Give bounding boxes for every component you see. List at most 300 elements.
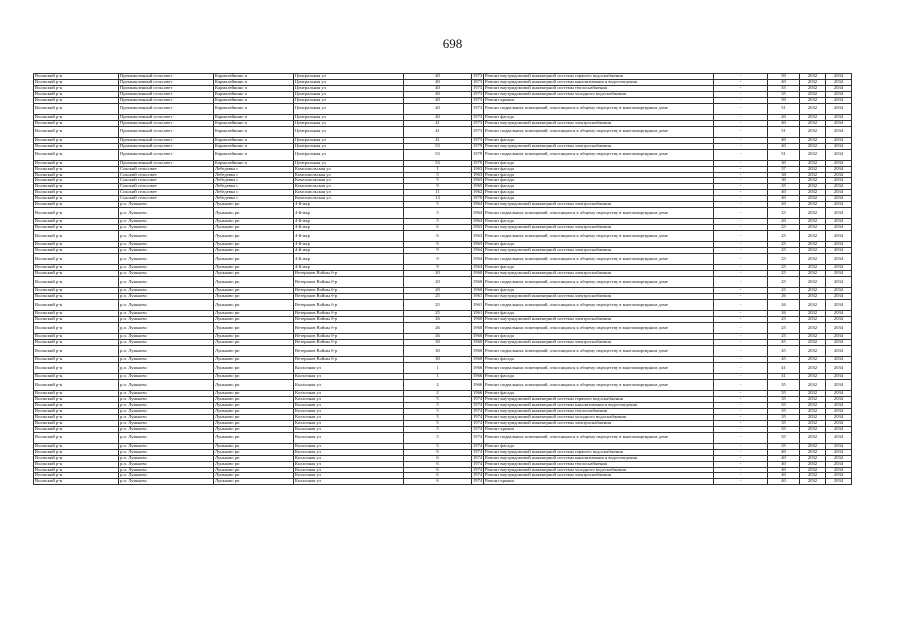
- cell-locality: Кармалейкино п: [214, 149, 294, 160]
- cell-dash: -: [714, 97, 768, 103]
- cell-street: Центральная ул: [294, 160, 404, 166]
- cell-settlement: р.п. Луньково: [119, 455, 214, 461]
- cell-area: 40: [768, 473, 800, 479]
- cell-house: 25: [404, 294, 472, 300]
- cell-house: 41: [404, 120, 472, 126]
- cell-work: Ремонт фасада: [484, 334, 714, 340]
- cell-area: 35: [768, 91, 800, 97]
- cell-year-from: 2032: [800, 225, 826, 231]
- cell-settlement: Промышленный сельсовет: [119, 126, 214, 137]
- cell-area: 41: [768, 363, 800, 374]
- cell-year-from: 2032: [800, 79, 826, 85]
- cell-year-to: 2034: [826, 97, 852, 103]
- cell-area: 35: [768, 420, 800, 426]
- cell-area: 35: [768, 426, 800, 432]
- cell-district: Волжский р-н: [34, 126, 119, 137]
- cell-area: 40: [768, 455, 800, 461]
- table-row: [34, 149, 852, 160]
- cell-house: 5: [404, 443, 472, 449]
- cell-dash: -: [714, 103, 768, 114]
- cell-dash: -: [714, 172, 768, 178]
- cell-area: 41: [768, 374, 800, 380]
- table-row: [34, 103, 852, 114]
- cell-district: Волжский р-н: [34, 288, 119, 294]
- cell-street: Колхозная ул: [294, 461, 404, 467]
- cell-settlement: р.п. Луньково: [119, 461, 214, 467]
- cell-year: 1963: [473, 224, 483, 230]
- cell-year-from: 2032: [800, 196, 826, 202]
- cell-house: 13: [404, 196, 472, 202]
- cell-district: Волжский р-н: [34, 403, 119, 409]
- cell-year-from: 2032: [800, 242, 826, 248]
- cell-work: Ремонт фасада: [484, 374, 714, 380]
- cell-house: 5: [404, 420, 472, 426]
- cell-dash: -: [714, 114, 768, 120]
- cell-district: Волжский р-н: [34, 414, 119, 420]
- cell-house: 40: [404, 97, 472, 103]
- cell-house: 3: [404, 172, 472, 178]
- cell-house: 40: [404, 74, 472, 80]
- cell-street: Центральная ул: [294, 137, 404, 143]
- cell-locality: Луньково рп: [214, 473, 294, 479]
- cell-dash: -: [714, 74, 768, 80]
- cell-work: Ремонт подвальных помещений, относящихся к общему имуществу в многоквартирном доме: [484, 380, 714, 391]
- cell-district: Волжский р-н: [34, 317, 119, 323]
- cell-area: 51: [768, 149, 800, 160]
- cell-house: 5: [404, 178, 472, 184]
- cell-locality: Луньково рп: [214, 449, 294, 455]
- cell-year-from: 2032: [800, 85, 826, 91]
- cell-street: Центральная ул: [294, 120, 404, 126]
- cell-locality: Кармалейкино п: [214, 137, 294, 143]
- cell-area: 35: [768, 432, 800, 443]
- cell-year-from: 2032: [800, 479, 826, 485]
- cell-year: 1964: [473, 218, 483, 224]
- cell-street: Ветеранов Войны б-р: [294, 317, 404, 323]
- cell-year-from: 2032: [800, 288, 826, 294]
- cell-locality: Луньково рп: [214, 225, 294, 231]
- cell-year: 1966: [472, 363, 484, 374]
- cell-house: 6: [404, 455, 472, 461]
- cell-year: 1960: [472, 345, 484, 356]
- cell-settlement: р.п. Луньково: [119, 248, 214, 254]
- cell-district: Волжский р-н: [34, 172, 119, 178]
- cell-district: Волжский р-н: [34, 322, 119, 333]
- cell-locality: Кармалейкино п: [214, 126, 294, 137]
- cell-work: Ремонт подвальных помещений, относящихся к общему имуществу в многоквартирном доме: [484, 126, 714, 137]
- cell-settlement: р.п. Луньково: [119, 449, 214, 455]
- cell-year: 1963: [473, 177, 483, 183]
- cell-work: Ремонт фасада: [484, 190, 714, 196]
- cell-locality: Луньково рп: [214, 202, 294, 208]
- cell-dash: -: [714, 160, 768, 166]
- cell-district: Волжский р-н: [34, 334, 119, 340]
- cell-settlement: р.п. Луньково: [119, 374, 214, 380]
- cell-settlement: р.п. Луньково: [119, 403, 214, 409]
- cell-year: 1961: [472, 299, 484, 310]
- cell-year-from: 2032: [800, 97, 826, 103]
- cell-year-from: 2032: [800, 426, 826, 432]
- cell-dash: -: [714, 85, 768, 91]
- cell-street: 4-й мкр: [294, 202, 404, 208]
- cell-work: Ремонт внутридомовой инженерной системы канализования и водоотведения: [484, 403, 714, 409]
- cell-locality: Кармалейкино п: [214, 85, 294, 91]
- cell-year: 1966: [473, 373, 483, 379]
- cell-settlement: р.п. Луньково: [119, 357, 214, 363]
- cell-settlement: Промышленный сельсовет: [119, 91, 214, 97]
- cell-year-to: 2034: [826, 202, 852, 208]
- cell-year-from: 2032: [800, 363, 826, 374]
- cell-locality: Луньково рп: [214, 380, 294, 391]
- cell-year: 1964: [472, 207, 484, 218]
- cell-district: Волжский р-н: [34, 207, 119, 218]
- cell-locality: Луньково рп: [214, 219, 294, 225]
- cell-year-from: 2032: [800, 120, 826, 126]
- cell-year-from: 2032: [800, 248, 826, 254]
- cell-year: 1961: [473, 310, 483, 316]
- cell-work: Ремонт подвальных помещений, относящихся к общему имуществу в многоквартирном доме: [484, 149, 714, 160]
- cell-year-from: 2032: [800, 345, 826, 356]
- cell-house: 2: [404, 380, 472, 391]
- cell-district: Волжский р-н: [34, 184, 119, 190]
- cell-work: Ремонт внутридомовой инженерной системы теплоснабжения: [484, 85, 714, 91]
- cell-settlement: р.п. Луньково: [119, 230, 214, 241]
- cell-year-from: 2032: [800, 294, 826, 300]
- cell-locality: Луньково рп: [214, 363, 294, 374]
- cell-work: Ремонт внутридомовой инженерной системы электроснабжения: [484, 317, 714, 323]
- cell-street: Комсомольская ул: [294, 190, 404, 196]
- cell-street: Центральная ул: [294, 85, 404, 91]
- cell-year-from: 2032: [800, 391, 826, 397]
- cell-locality: Лебедевка с: [214, 178, 294, 184]
- cell-area: 30: [768, 160, 800, 166]
- cell-year: 1964: [473, 247, 483, 253]
- cell-dash: -: [714, 414, 768, 420]
- cell-year: 1974: [473, 408, 483, 414]
- cell-year-from: 2032: [800, 178, 826, 184]
- cell-house: 5: [404, 409, 472, 415]
- table-row: [34, 380, 852, 391]
- cell-year: 1964: [473, 201, 483, 207]
- cell-area: 37: [768, 166, 800, 172]
- cell-settlement: р.п. Луньково: [119, 340, 214, 346]
- cell-work: Ремонт внутридомовой инженерной системы электроснабжения: [484, 340, 714, 346]
- cell-year-from: 2032: [800, 409, 826, 415]
- cell-settlement: Промышленный сельсовет: [119, 143, 214, 149]
- cell-street: Колхозная ул: [294, 449, 404, 455]
- cell-house: 9: [404, 248, 472, 254]
- cell-settlement: Промышленный сельсовет: [119, 137, 214, 143]
- cell-dash: -: [714, 253, 768, 264]
- cell-locality: Луньково рп: [214, 397, 294, 403]
- cell-area: 40: [768, 79, 800, 85]
- cell-dash: -: [714, 184, 768, 190]
- cell-year-to: 2034: [826, 114, 852, 120]
- cell-work: Ремонт фасада: [484, 443, 714, 449]
- cell-street: Ветеранов Войны б-р: [294, 340, 404, 346]
- cell-district: Волжский р-н: [34, 271, 119, 277]
- cell-work: Ремонт внутридомовой инженерной системы электроснабжения: [484, 473, 714, 479]
- cell-year: 1973: [473, 85, 483, 90]
- cell-house: 5: [404, 207, 472, 218]
- table-row: [34, 207, 852, 218]
- cell-year: 1964: [472, 253, 484, 264]
- cell-year: 1963: [473, 241, 483, 247]
- cell-street: Колхозная ул: [294, 432, 404, 443]
- cell-area: 20: [768, 114, 800, 120]
- cell-house: 5: [404, 202, 472, 208]
- cell-year-to: 2034: [826, 455, 852, 461]
- cell-settlement: р.п. Луньково: [119, 467, 214, 473]
- cell-house: 6: [404, 225, 472, 231]
- cell-locality: Луньково рп: [214, 276, 294, 287]
- cell-dash: -: [714, 317, 768, 323]
- cell-year-to: 2034: [826, 397, 852, 403]
- cell-year-to: 2034: [826, 443, 852, 449]
- cell-locality: Луньково рп: [214, 242, 294, 248]
- cell-work: Ремонт подвальных помещений, относящихся к общему имуществу в многоквартирном доме: [484, 299, 714, 310]
- cell-settlement: р.п. Луньково: [119, 242, 214, 248]
- cell-work: Ремонт подвальных помещений, относящихся к общему имуществу в многоквартирном доме: [484, 230, 714, 241]
- cell-street: Колхозная ул: [294, 380, 404, 391]
- cell-work: Ремонт внутридомовой инженерной системы электроснабжения: [484, 420, 714, 426]
- cell-district: Волжский р-н: [34, 473, 119, 479]
- cell-year-from: 2032: [800, 207, 826, 218]
- cell-dash: -: [714, 120, 768, 126]
- cell-settlement: р.п. Луньково: [119, 432, 214, 443]
- cell-house: 9: [404, 184, 472, 190]
- cell-house: 53: [404, 143, 472, 149]
- cell-house: 9: [404, 265, 472, 271]
- cell-district: Волжский р-н: [34, 443, 119, 449]
- cell-year-from: 2032: [800, 334, 826, 340]
- cell-work: Ремонт фасада: [484, 265, 714, 271]
- cell-year: 1973: [473, 91, 483, 96]
- cell-district: Волжский р-н: [34, 143, 119, 149]
- cell-settlement: р.п. Луньково: [119, 294, 214, 300]
- cell-district: Волжский р-н: [34, 449, 119, 455]
- cell-year-to: 2034: [826, 91, 852, 97]
- cell-locality: Луньково рп: [214, 479, 294, 485]
- cell-area: 30: [768, 178, 800, 184]
- cell-settlement: р.п. Луньково: [119, 334, 214, 340]
- cell-year-to: 2034: [826, 414, 852, 420]
- cell-settlement: Промышленный сельсовет: [119, 74, 214, 80]
- cell-district: Волжский р-н: [34, 374, 119, 380]
- cell-street: 4-й мкр: [294, 230, 404, 241]
- cell-dash: -: [714, 322, 768, 333]
- cell-street: Ветеранов Войны б-р: [294, 322, 404, 333]
- cell-district: Волжский р-н: [34, 299, 119, 310]
- cell-district: Волжский р-н: [34, 242, 119, 248]
- cell-work: Ремонт внутридомовой инженерной системы канализования и водоотведения: [484, 79, 714, 85]
- cell-area: 45: [768, 357, 800, 363]
- cell-year-from: 2032: [800, 160, 826, 166]
- cell-locality: Лебедевка с: [214, 166, 294, 172]
- cell-year: 1960: [473, 356, 483, 362]
- cell-year: 1974: [473, 396, 483, 402]
- cell-district: Волжский р-н: [34, 253, 119, 264]
- cell-district: Волжский р-н: [34, 219, 119, 225]
- cell-work: Ремонт подвальных помещений, относящихся к общему имуществу в многоквартирном доме: [484, 207, 714, 218]
- cell-year-from: 2032: [800, 219, 826, 225]
- cell-house: 5: [404, 397, 472, 403]
- cell-year-from: 2032: [800, 253, 826, 264]
- cell-year: 1960: [472, 276, 484, 287]
- cell-house: 2: [404, 391, 472, 397]
- cell-locality: Луньково рп: [214, 253, 294, 264]
- cell-district: Волжский р-н: [34, 420, 119, 426]
- cell-year-from: 2032: [800, 276, 826, 287]
- cell-settlement: р.п. Луньково: [119, 288, 214, 294]
- cell-locality: Луньково рп: [214, 426, 294, 432]
- cell-district: Волжский р-н: [34, 248, 119, 254]
- cell-year: 1974: [472, 432, 484, 443]
- cell-settlement: р.п. Луньково: [119, 276, 214, 287]
- cell-district: Волжский р-н: [34, 357, 119, 363]
- cell-area: 25: [768, 207, 800, 218]
- cell-year: 1973: [473, 114, 483, 119]
- cell-year: 1974: [473, 478, 483, 484]
- cell-year: 1966: [472, 380, 484, 391]
- cell-locality: Кармалейкино п: [214, 114, 294, 120]
- cell-dash: -: [714, 461, 768, 467]
- cell-settlement: р.п. Луньково: [119, 443, 214, 449]
- cell-area: 40: [768, 143, 800, 149]
- cell-year-from: 2032: [800, 230, 826, 241]
- cell-year-to: 2034: [826, 248, 852, 254]
- cell-work: Ремонт внутридомовой инженерной системы электроснабжения: [484, 271, 714, 277]
- cell-street: 4-й мкр: [294, 225, 404, 231]
- cell-work: Ремонт фасада: [484, 196, 714, 202]
- cell-dash: -: [714, 334, 768, 340]
- cell-district: Волжский р-н: [34, 97, 119, 103]
- cell-settlement: р.п. Луньково: [119, 409, 214, 415]
- cell-year-to: 2034: [826, 288, 852, 294]
- cell-year: 1974: [473, 455, 483, 460]
- cell-house: 1: [404, 166, 472, 172]
- cell-settlement: Промышленный сельсовет: [119, 160, 214, 166]
- cell-locality: Луньково рп: [214, 409, 294, 415]
- cell-district: Волжский р-н: [34, 103, 119, 114]
- cell-house: 26: [404, 334, 472, 340]
- cell-locality: Лебедевка с: [214, 196, 294, 202]
- cell-district: Волжский р-н: [34, 160, 119, 166]
- cell-settlement: р.п. Луньково: [119, 271, 214, 277]
- cell-locality: Луньково рп: [214, 294, 294, 300]
- cell-street: Комсомольская ул: [294, 166, 404, 172]
- cell-year-from: 2032: [800, 467, 826, 473]
- cell-work: Ремонт фасада: [484, 311, 714, 317]
- cell-year-from: 2032: [800, 443, 826, 449]
- cell-area: 51: [768, 126, 800, 137]
- cell-area: 25: [768, 334, 800, 340]
- cell-year: 1974: [473, 414, 483, 419]
- cell-year-to: 2034: [826, 85, 852, 91]
- cell-year-from: 2032: [800, 103, 826, 114]
- cell-work: Ремонт внутридомовой инженерной системы холодного водоснабжения: [484, 467, 714, 473]
- cell-house: 30: [404, 340, 472, 346]
- cell-year-to: 2034: [826, 322, 852, 333]
- cell-year-to: 2034: [826, 299, 852, 310]
- cell-area: 45: [768, 340, 800, 346]
- cell-settlement: р.п. Луньково: [119, 265, 214, 271]
- cell-work: Ремонт крыши: [484, 97, 714, 103]
- table-row: [34, 322, 852, 333]
- table-row: [34, 126, 852, 137]
- cell-year-to: 2034: [826, 467, 852, 473]
- cell-work: Ремонт внутридомовой инженерной системы горячего водоснабжения: [484, 397, 714, 403]
- cell-year-to: 2034: [826, 479, 852, 485]
- cell-year: 1979: [473, 160, 483, 165]
- cell-district: Волжский р-н: [34, 391, 119, 397]
- cell-district: Волжский р-н: [34, 461, 119, 467]
- cell-area: 40: [768, 137, 800, 143]
- cell-year-to: 2034: [826, 74, 852, 80]
- cell-house: 9: [404, 253, 472, 264]
- cell-locality: Кармалейкино п: [214, 91, 294, 97]
- cell-locality: Луньково рп: [214, 230, 294, 241]
- cell-locality: Лебедевка с: [214, 184, 294, 190]
- cell-dash: -: [714, 276, 768, 287]
- cell-year-from: 2032: [800, 322, 826, 333]
- cell-year-to: 2034: [826, 357, 852, 363]
- cell-area: 50: [768, 74, 800, 80]
- cell-year-from: 2032: [800, 380, 826, 391]
- cell-house: 40: [404, 91, 472, 97]
- cell-district: Волжский р-н: [34, 230, 119, 241]
- cell-settlement: Сокский сельсовет: [119, 184, 214, 190]
- cell-work: Ремонт подвальных помещений, относящихся к общему имуществу в многоквартирном доме: [484, 276, 714, 287]
- cell-street: 4-й мкр: [294, 253, 404, 264]
- cell-house: 26: [404, 322, 472, 333]
- cell-house: 20: [404, 271, 472, 277]
- repair-schedule-table: [33, 73, 852, 485]
- cell-locality: Луньково рп: [214, 311, 294, 317]
- cell-district: Волжский р-н: [34, 363, 119, 374]
- cell-district: Волжский р-н: [34, 294, 119, 300]
- cell-district: Волжский р-н: [34, 196, 119, 202]
- cell-street: Центральная ул: [294, 114, 404, 120]
- cell-year: 1963: [473, 166, 483, 171]
- cell-house: 5: [404, 403, 472, 409]
- cell-dash: -: [714, 397, 768, 403]
- cell-street: Центральная ул: [294, 74, 404, 80]
- cell-district: Волжский р-н: [34, 225, 119, 231]
- cell-district: Волжский р-н: [34, 190, 119, 196]
- cell-year: 1960: [473, 270, 483, 276]
- cell-house: 5: [404, 432, 472, 443]
- cell-street: Комсомольская ул: [294, 178, 404, 184]
- cell-dash: -: [714, 374, 768, 380]
- cell-year-to: 2034: [826, 103, 852, 114]
- cell-year: 1965: [473, 183, 483, 189]
- cell-house: 40: [404, 103, 472, 114]
- cell-district: Волжский р-н: [34, 479, 119, 485]
- cell-locality: Лебедевка с: [214, 172, 294, 178]
- cell-locality: Луньково рп: [214, 357, 294, 363]
- cell-year-from: 2032: [800, 414, 826, 420]
- cell-year-to: 2034: [826, 219, 852, 225]
- cell-area: 25: [768, 276, 800, 287]
- cell-house: 6: [404, 473, 472, 479]
- table-row: [34, 230, 852, 241]
- cell-year-from: 2032: [800, 137, 826, 143]
- cell-dash: -: [714, 166, 768, 172]
- cell-locality: Кармалейкино п: [214, 79, 294, 85]
- cell-year-from: 2032: [800, 91, 826, 97]
- table-row: [34, 253, 852, 264]
